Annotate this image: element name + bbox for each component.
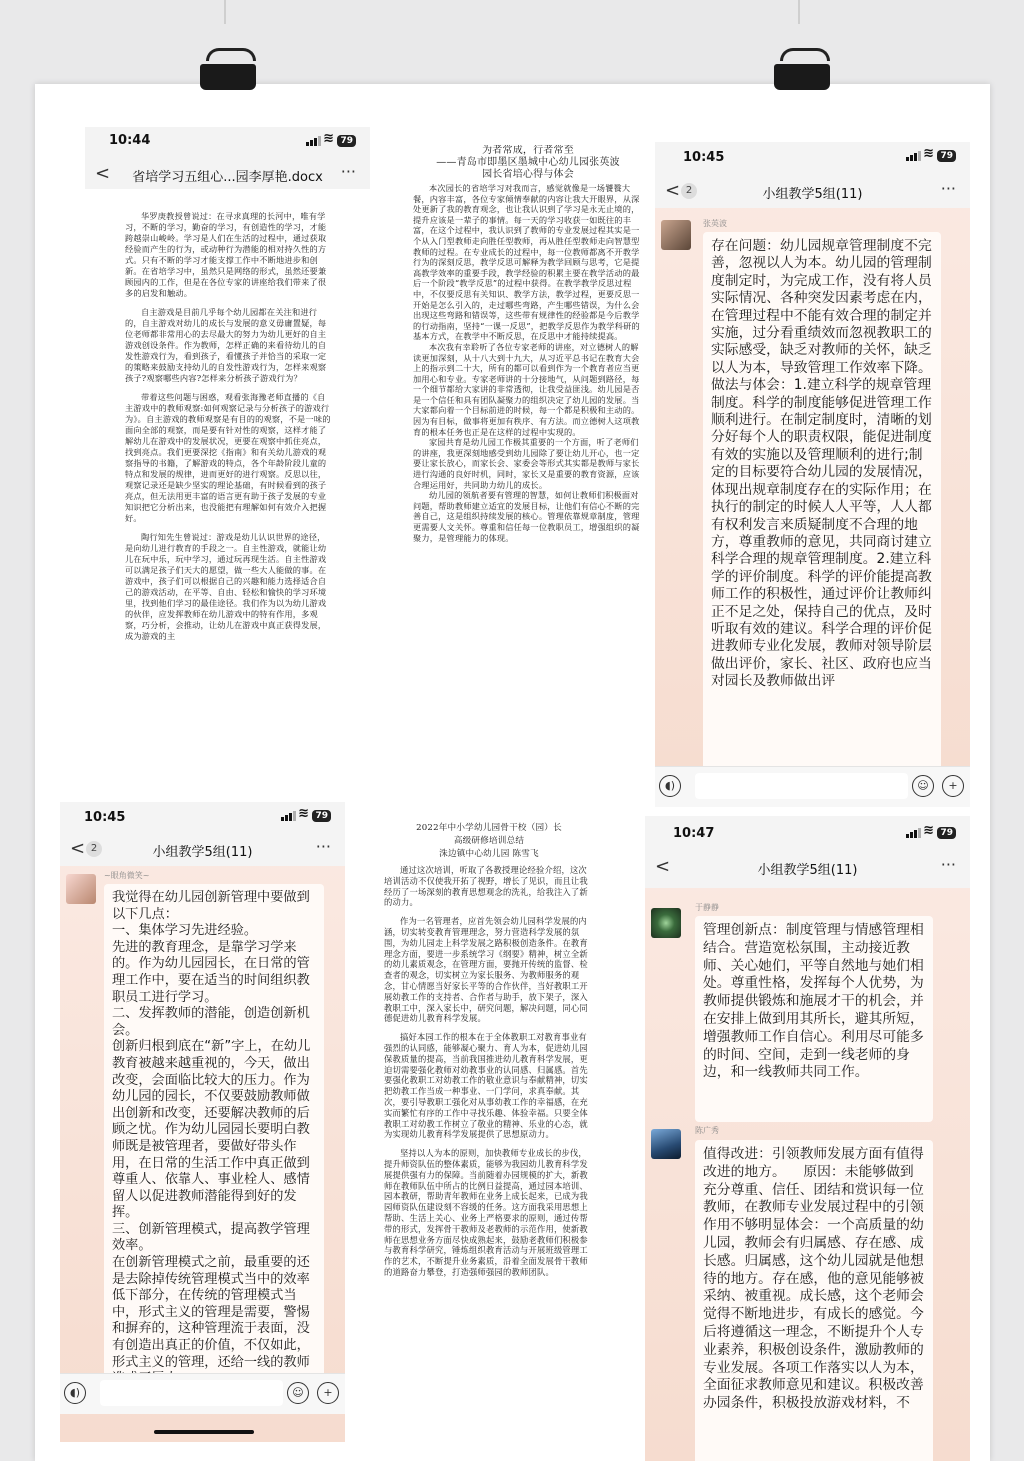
doc-viewer-screenshot — [85, 127, 370, 767]
doc-paragraph: 作为一名管理者，应首先领会幼儿园科学发展的内涵，切实转变教育管理理念，努力营造科学发展的氛围，为幼儿园走上科学发展之路积极创造条件。在教育理念方面，要进一步系统学习《纲要》精神，树立全新的幼儿素质观念，在管理方面，要抛开传统的监督、检查者的观念，切实树立为家长服务、为教师服务的观念，甘心情愿当好家长平等的合作伙伴，当好教职工开展幼教工作的支持者、合作者与助手，放下架子，深入教职工中，深入家长中，研究问题，解决问题，同心同德促进幼儿教育科学发展。 — [384, 916, 588, 1024]
unread-badge: 2 — [681, 183, 697, 199]
doc-paragraph: 搞好本园工作的根本在于全体教职工对教育事业有强烈的认同感，能够凝心聚力、育人为本，促进幼儿园保教质量的提高，当前我国推进幼儿教育科学发展，更迫切需要强化教师对幼教事业的认同感、归属感。首先要强化教职工对幼教工作的敬业意识与奉献精神，切实把幼教工作当成一种事业、一门学问，求真奉献。其次，要引导教职工强化对从事幼教工作的幸福感，在充实而繁忙有序的工作中寻找乐趣、体验幸福。只要全体教职工对幼教工作树立了敬业的精神、乐业的心态，就为实现幼儿教育科学发展提供了思想原动力。 — [384, 1032, 588, 1140]
home-indicator — [154, 1430, 254, 1434]
chat-input-bar — [60, 1373, 345, 1414]
message-input[interactable] — [695, 773, 908, 799]
binder-clip-left — [200, 48, 256, 90]
sender-name: 张英波 — [703, 219, 727, 228]
back-button[interactable]: < — [70, 838, 86, 859]
voice-icon[interactable]: ◖) — [64, 1382, 86, 1404]
battery-icon: 79 — [312, 810, 331, 822]
doc-title: 省培学习五组心...园李厚艳.docx — [132, 170, 323, 185]
chat-title: 小组教学5组(11) — [152, 845, 253, 860]
wifi-icon: ≋ — [923, 146, 934, 161]
unread-badge: 2 — [86, 841, 102, 857]
signal-icon — [306, 136, 320, 146]
status-bar — [645, 816, 970, 850]
sender-name: ~眼角微笑~ — [104, 871, 150, 880]
sender-name: 于静静 — [695, 903, 719, 912]
chat-input-bar — [655, 766, 970, 807]
essay-document — [413, 145, 643, 725]
doc-paragraph: 通过这次培训，听取了各教授理论经验介绍，这次培训活动不仅使我开拓了视野，增长了见识，而且让我经历了一场深刻的教育思想观念的洗礼，给我注入了新的动力。 — [384, 865, 588, 908]
more-button[interactable]: ··· — [940, 179, 956, 198]
wifi-icon: ≋ — [923, 823, 934, 838]
avatar[interactable] — [661, 220, 691, 250]
avatar[interactable] — [66, 874, 96, 904]
doc-paragraph: 本次园长的省培学习对我而言，感觉就像是一场饕餮大餐，内容丰富，各位专家倾情奉献的内容让我大开眼界，从深处更新了我的教育观念，也让我认识到了学习是永无止境的，提升应该是一辈子的事情。每一天的学习收获一如既往的丰富，在这个过程中，我认识到了教师的专业发展过程其实是一个从入门型教师走向胜任型教师，再从胜任型教师走向智慧型教师的过程。在专业成长的过程中，每一位教师都离不开教学行为的深刻反思，教学反思可解释为教学回顾与思考，它是提高教学效率的重要手段，教学经验的积累主要在教学活动的最后一个阶段“教学反思”的过程中获得。在教学教学反思过程中，不仅要反思有关知识、教学方法，教学过程，更要反思一开始是怎么引入的，走过哪些弯路，产生哪些错误，为什么会出现这些弯路和错误等，这些带有规律性的经验都是今后教学的行动指南，坚持“一课一反思”，把教学反思作为教学科研的基本方式，在教学中不断反思，在反思中才能持续提高。 — [413, 183, 640, 342]
signal-icon — [906, 151, 920, 161]
chat-title: 小组教学5组(11) — [757, 863, 858, 878]
plus-icon[interactable]: + — [942, 775, 964, 797]
doc-paragraph: 自主游戏是目前几乎每个幼儿园都在关注和进行的，自主游戏对幼儿的成长与发展的意义毋庸置疑，每位老师都非常用心的去尽最大的努力为幼儿更好的自主游戏创设条件。作为教师，怎样正确的来看待幼儿的自发性游戏行为，看到孩子，看懂孩子并恰当的采取一定的策略来鼓励支持幼儿的自发性游戏行为，怎样来观察孩子?观察哪些内容?怎样来分析孩子游戏行为？ — [125, 307, 327, 383]
back-button[interactable]: < — [665, 180, 681, 201]
status-bar — [85, 127, 370, 157]
status-bar — [655, 142, 970, 174]
doc-paragraph: 陶行知先生曾说过：游戏是幼儿认识世界的途径，是向幼儿进行教育的手段之一。自主性游戏，就能让幼儿在玩中乐，玩中学习，通过玩再现生活。自主性游戏可以满足孩子们天大的愿望，做一些大人能做的事。在游戏中，孩子们可以根据自己的兴趣和能力选择适合自己的游戏活动，在平等、自由、轻松和愉快的学习环境里，找到他们学习的最佳途径。我们作为以为幼儿游戏的伙伴，应发挥教师在幼儿游戏中的特有作用，多观察，巧分析，会推动，让幼儿在游戏中真正获得发展，成为游戏的主 — [125, 532, 327, 641]
summary-author: 洙边镇中心幼儿园 陈雪飞 — [439, 849, 539, 859]
message-bubble[interactable]: 存在问题：幼儿园规章管理制度不完善，忽视以人为本。幼儿园的管理制度制定时，为完成工作，没有将人员实际情况、各种突发因素考虑在内，在管理过程中不能有效合理的制定并实施，过分看重绩效而忽视教职工的实际感受，缺乏对教师的关怀，缺乏以人为本，导致管理工作效率下降。 做法与体会：1.建立科学的规章管理制度。科学的制度能够促进管理工作顺利进行。在制定制度时，清晰的划分好每个人的职责权限，能促进制度有效的实施以及管理顺利的进行;制定的目标要符合幼儿园的发展情况，体现出规章制度存在的实际作用；在执行的制定的时候人人平等，人人都有权利发言来质疑制度不合理的地方，尊重教师的意见，共同商讨建立科学合理的规章管理制度。2.建立科学的评价制度。科学的评价能提高教师工作的积极性，通过评价让教师纠正不足之处，保持自己的优点，及时听取有效的建议。科学合理的评价促进教师专业化发展，教师对领导阶层做出评价，家长、社区、政府也应当对园长及教师做出评 — [703, 232, 941, 772]
status-bar — [60, 802, 345, 832]
message-bubble[interactable]: 值得改进：引领教师发展方面有值得改进的地方。 原因：未能够做到充分尊重、信任、团结和赏识每一位教师，在教师专业发展过程中的引领作用不够明显体会：一个高质量的幼儿园，教师会有归属感、存在感、成长感。归属感，这个幼儿园就是他想待的地方。存在感，他的意见能够被采纳、被重视。成长感，这个老师会觉得不断地进步，有成长的感觉。今后将遵循这一理念，不断提升个人专业素养，积极创设条件，激励教师的专业发展。各项工作落实以人为本，全面征求教师意见和建议。积极改善办园条件，积极投放游戏材料，不 — [695, 1140, 933, 1461]
emoji-icon[interactable]: ☺ — [287, 1382, 309, 1404]
status-time: 10:45 — [84, 810, 126, 825]
binder-clip-right — [774, 48, 830, 90]
signal-icon — [906, 828, 920, 838]
message-bubble[interactable]: 我觉得在幼儿园创新管理中要做到以下几点： 一、集体学习先进经验。 先进的教育理念，是靠学习学来的。作为幼儿园园长，在日常的管理工作中，要在适当的时间组织教职员工进行学习。 二、发挥教师的潜能，创造创新机会。 创新归根到底在“新”字上，在幼儿教育被越来越重视的，今天，做出改变，会面临比较大的压力。作为幼儿园的园长，不仅要鼓励教师做出创新和改变，还要解决教师的后顾之忧。作为幼儿园园长要明白教师既是被管理者，要做好带头作用，在日常的生活工作中真正做到尊重人、依靠人、事业栓人、感情留人以促进教师潜能得到好的发挥。 三、创新管理模式，提高教学管理效率。 在创新管理模式之前，最重要的还是去除掉传统管理模式当中的效率低下部分，在传统的管理模式当中，形式主义的管理是需要，警惕和摒弃的，这种管理流于表面，没有创造出真正的价值，不仅如此，形式主义的管理，还给一线的教师 — [104, 884, 324, 1380]
doc-paragraph: 家园共育是幼儿园工作极其重要的一个方面，听了老师们的讲座，我更深刻地感受到幼儿园除了要让幼儿开心，也一定要让家长放心，而家长会、家委会等形式其实都是教师与家长进行沟通的良好时机，同时，家长又是重要的教育资源，应该合理运用好，共同助力幼儿的成长。 — [413, 437, 640, 490]
message-bubble[interactable]: 管理创新点：制度管理与情感管理相结合。营造宽松氛围，主动接近教师、关心她们，平等自然地与她们相处。尊重性格，发挥每个人优势，为教师提供锻炼和施展才干的机会，并在安排上做到用其所长，避其所短，增强教师工作自信心。利用尽可能多的时间、空间，走到一线老师的身边，和一线教师共同工作。 — [695, 916, 933, 1122]
doc-body — [125, 211, 333, 650]
chat-nav-bar — [60, 832, 345, 866]
chat-screenshot-bottom-right — [645, 816, 970, 1461]
summary-document — [384, 822, 594, 1442]
back-button[interactable]: < — [655, 856, 671, 877]
essay-subtitle-2: 园长省培心得与体会 — [482, 169, 574, 180]
status-time: 10:44 — [109, 133, 151, 148]
signal-icon — [281, 811, 295, 821]
more-button[interactable]: ··· — [940, 855, 956, 874]
avatar[interactable] — [651, 908, 681, 938]
summary-title: 2022年中小学幼儿园骨干校（园）长 — [416, 823, 562, 833]
battery-icon: 79 — [337, 135, 356, 147]
essay-title: 为者常成，行者常至 — [482, 145, 574, 156]
chat-nav-bar — [645, 850, 970, 884]
emoji-icon[interactable]: ☺ — [912, 775, 934, 797]
wifi-icon: ≋ — [323, 131, 334, 146]
doc-nav-bar — [85, 157, 370, 191]
plus-icon[interactable]: + — [317, 1382, 339, 1404]
status-time: 10:47 — [673, 826, 715, 841]
battery-icon: 79 — [937, 150, 956, 162]
battery-icon: 79 — [937, 827, 956, 839]
chat-title: 小组教学5组(11) — [762, 187, 863, 202]
more-button[interactable]: ··· — [340, 162, 356, 181]
chat-screenshot-top-right — [655, 142, 970, 807]
chat-nav-bar — [655, 174, 970, 208]
wifi-icon: ≋ — [298, 806, 309, 821]
doc-paragraph: 幼儿园的领航者要有管理的智慧，如何让教师们积极面对问题，帮助教师建立适宜的发展目标，让他们有信心不断的完善自己，这是组织持续发展的核心。管理依靠规章制度，管理更需要人文关怀。尊重和信任每一位教职员工，增强组织的凝聚力，是管理能力的体现。 — [413, 490, 640, 543]
essay-subtitle: ——青岛市即墨区墨城中心幼儿园张英波 — [436, 157, 620, 168]
message-input[interactable] — [100, 1380, 283, 1406]
doc-paragraph: 坚持以人为本的原则，加快教师专业成长的步伐，提升师资队伍的整体素质，能够为我园幼儿教育科学发展提供强有力的保障。当前随着办园规模的扩大，新教师在教师队伍中所占的比例日益提高，通过园本培训、园本教研，帮助青年教师在业务上成长起来，已成为我园师资队伍建设刻不容缓的任务。这方面我采用思想上帮助、生活上关心、业务上严格要求的原则，通过传帮带的形式，发挥骨干教师及老教师的示范作用，使新教师在思想业务方面尽快成熟起来，鼓励老教师们积极参与教育科学研究，锤炼组织教育活动与开展班级管理工作的艺术，不断提升业务素质，沿着全面发展骨干教师的道路奋力攀登，打造强师强园的教师团队。 — [384, 1148, 588, 1277]
sender-name: 陈广秀 — [695, 1126, 719, 1135]
status-time: 10:45 — [683, 150, 725, 165]
more-button[interactable]: ··· — [315, 837, 331, 856]
doc-paragraph: 带着这些问题与困惑，观看张海豫老师直播的《自主游戏中的教师观察:如何观察记录与分析孩子的游戏行为》。自主游戏的教师观察是有目的的观察，不是一味的面向全部的观察，而是要有针对性的观察，这样才能了解幼儿在游戏中的发展状况，更要在观察中抓住亮点，找到亮点。我们更要深挖《指南》和有关幼儿游戏的观察指导的书籍，了解游戏的特点，各个年龄阶段儿童的特点和发展的规律，进而更好的进行观察。反思以往，观察记录还是缺少坚实的理论基础，有时候看到的孩子亮点，但无法用更丰富的语言更有助于孩子发展的专业知识把它分析出来，也没能把有理解如何有效介入把握好。 — [125, 392, 331, 523]
summary-subtitle: 高级研修培训总结 — [453, 836, 525, 846]
chat-screenshot-bottom-left — [60, 802, 345, 1442]
doc-paragraph: 华罗庚教授曾说过：在寻求真理的长河中，唯有学习，不断的学习，勤奋的学习，有创造性的学习，才能跨越崇山峻岭。学习是人们在生活的过程中，通过获取经验而产生的行为，或动种行为潜能的相对持久性的方式。只有不断的学习才能支撑工作中不断地进步和创新。在省培学习中，虽然只是网络的形式，虽然还要兼顾园内的工作，但是在各位专家的讲座给我们带来了很多的启发和触动。 — [125, 211, 327, 298]
doc-paragraph: 本次我有幸聆听了各位专家老师的讲座，对立德树人的解读更加深刻，从十八大到十九大，从习近平总书记在教育大会上的指示到二十大，所有的都可以看到作为一个教育者应当更加用心和专业。专家老师讲的十分接地气，从问题到路径，每一个细节都给大家讲的非常透彻，让我受益匪浅。幼儿园是否是一个信任和具有团队凝聚力的组织决定了幼儿园的发展。当大家都向着一个目标前进的时候，每一个都是积极和主动的。因为有目标，做事将更加有秩序、有方法。而立德树人这项教育的根本任务也正是在这样的过程中实现的。 — [413, 341, 640, 437]
back-button[interactable]: < — [95, 163, 111, 184]
avatar[interactable] — [651, 1129, 681, 1159]
voice-icon[interactable]: ◖) — [659, 775, 681, 797]
